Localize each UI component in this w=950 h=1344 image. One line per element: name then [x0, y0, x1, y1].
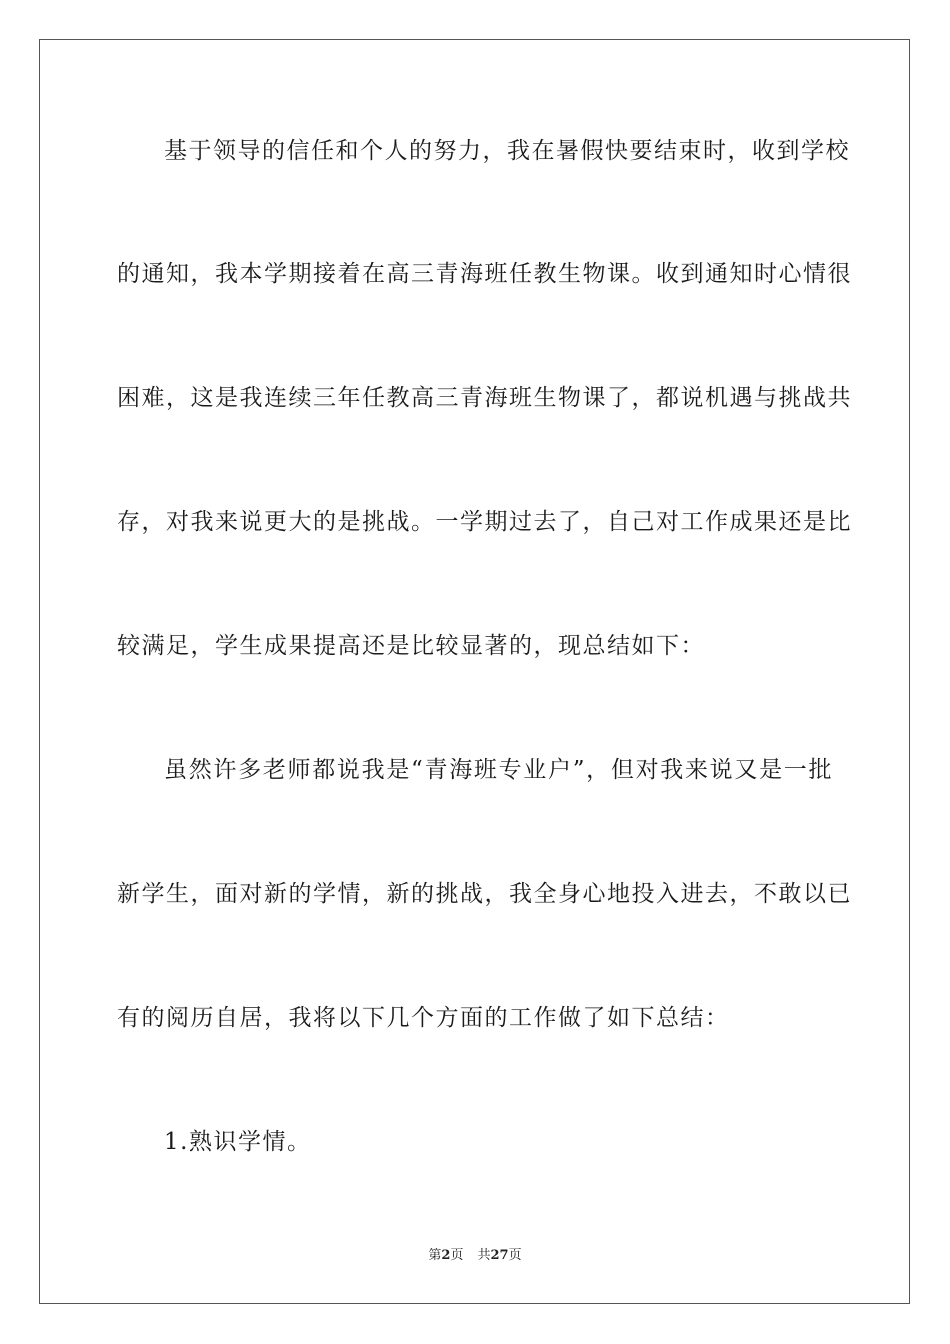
paragraph-1-line-4: 存，对我来说更大的是挑战。一学期过去了，自己对工作成果还是比 [117, 509, 852, 535]
footer-page-suffix: 页 [450, 1248, 464, 1263]
page-border [39, 39, 910, 1304]
paragraph-2-line-2: 新学生，面对新的学情，新的挑战，我全身心地投入进去，不敢以已 [117, 881, 852, 907]
section-heading: 1.熟识学情。 [164, 1129, 312, 1155]
footer-total-pages: 27 [490, 1248, 509, 1263]
footer-page-prefix: 第 [428, 1248, 442, 1263]
page-footer [0, 1247, 950, 1265]
footer-total-prefix: 共 [477, 1248, 491, 1263]
paragraph-1-line-3: 困难，这是我连续三年任教高三青海班生物课了，都说机遇与挑战共 [117, 385, 852, 411]
paragraph-1-line-2: 的通知，我本学期接着在高三青海班任教生物课。收到通知时心情很 [117, 261, 852, 287]
footer-total-suffix: 页 [508, 1248, 522, 1263]
paragraph-2-line-3: 有的阅历自居，我将以下几个方面的工作做了如下总结： [117, 1005, 730, 1031]
footer-page-number: 2 [441, 1248, 451, 1263]
paragraph-2-line-1: 虽然许多老师都说我是“青海班专业户”，但对我来说又是一批 [164, 757, 833, 783]
paragraph-1-line-5: 较满足，学生成果提高还是比较显著的，现总结如下： [117, 633, 705, 659]
paragraph-1-line-1: 基于领导的信任和个人的努力，我在暑假快要结束时，收到学校 [164, 138, 850, 164]
